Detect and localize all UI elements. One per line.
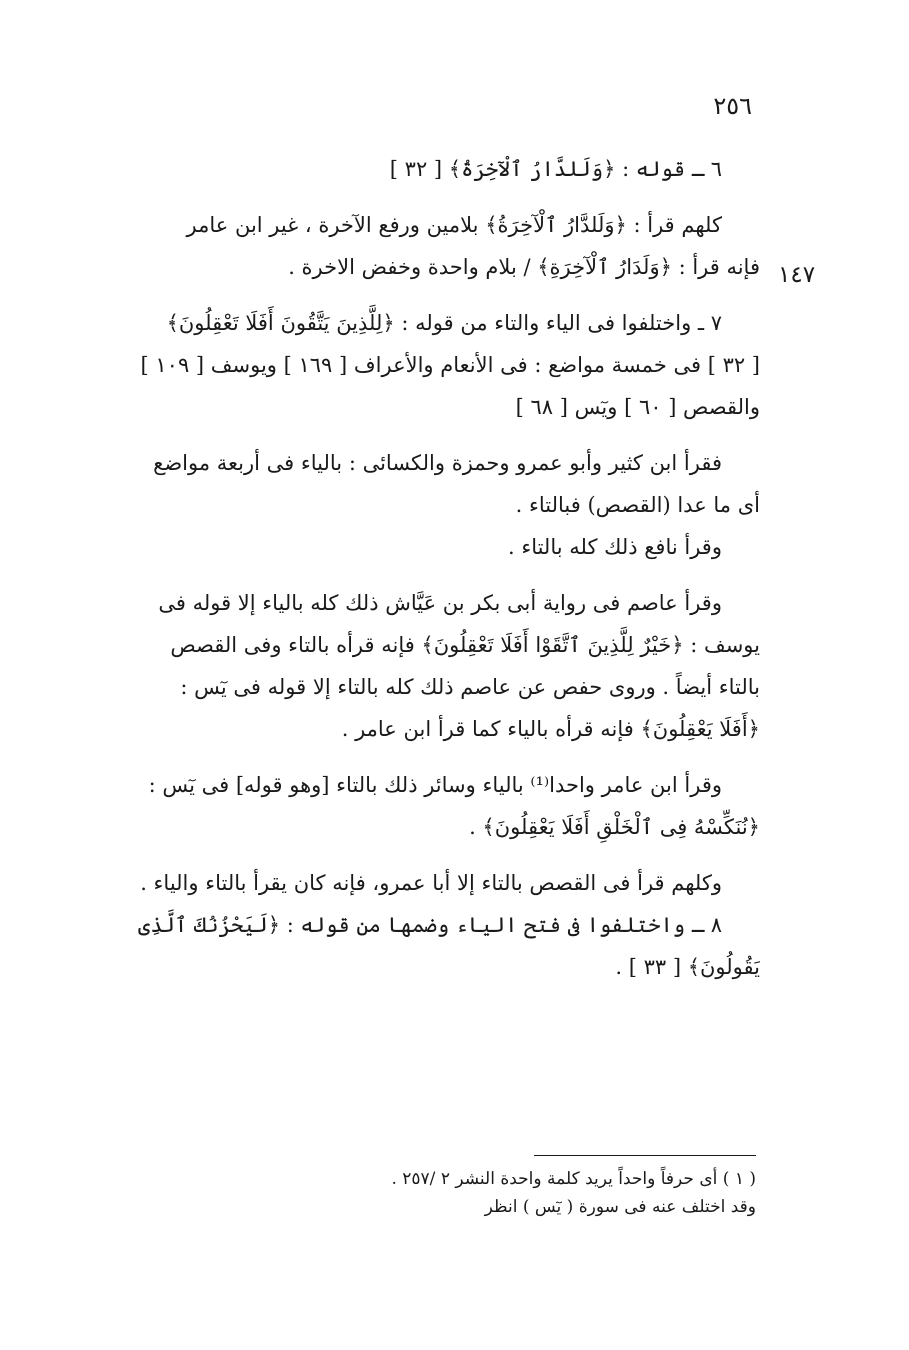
text-line: [ ٣٢ ] فى خمسة مواضع : فى الأنعام والأعراف [ ١٦٩ ] ويوسف [ ١٠٩ ]: [140, 353, 760, 377]
margin-number: ١٤٧: [778, 262, 816, 288]
text-line: يَقُولُونَ﴾ [ ٣٣ ] .: [615, 955, 760, 979]
text-line: ﴿نُنَكِّسْهُ فِى ٱلْخَلْقِ أَفَلَا يَعْقِلُونَ﴾ .: [469, 815, 760, 839]
text-line: ٧ ـ واختلفوا فى الياء والتاء من قوله : ﴿لِلَّذِينَ يَتَّقُونَ أَفَلَا تَعْقِلُونَ﴾: [166, 311, 722, 335]
page-number: ٢٥٦: [713, 92, 752, 120]
text-line: أى ما عدا (القصص) فبالتاء .: [515, 493, 760, 517]
footnote-line: ( ١ ) أى حرفاً واحداً يريد كلمة واحدة النشر ٢ /٢٥٧ .: [391, 1169, 756, 1189]
text-line: ٨ ـ واختلفوا فى فتح الياء وضمها من قوله : ﴿لَيَحْزُنُكَ ٱلَّذِى: [138, 913, 722, 937]
body-text: [100, 148, 760, 988]
text-line: يوسف : ﴿خَيْرٌ لِلَّذِينَ ٱتَّقَوْا أَفَلَا تَعْقِلُونَ﴾ فإنه قرأه بالتاء وفى القصص: [170, 633, 760, 657]
footnote-divider: [534, 1155, 756, 1156]
text-line: والقصص [ ٦٠ ] ويٓس [ ٦٨ ]: [515, 395, 760, 419]
text-line: ﴿أَفَلَا يَعْقِلُونَ﴾ فإنه قرأه بالياء كما قرأ ابن عامر .: [341, 717, 760, 741]
text-line: وكلهم قرأ فى القصص بالتاء إلا أبا عمرو، فإنه كان يقرأ بالتاء والياء .: [140, 871, 722, 895]
text-line: ٦ ـ قوله : ﴿وَلَلدَّارُ ٱلْآخِرَةُ﴾ [ ٣٢ ]: [389, 157, 722, 181]
text-line: بالتاء أيضاً . وروى حفص عن عاصم ذلك كله بالتاء إلا قوله فى يٓس :: [180, 675, 760, 699]
text-line: وقرأ عاصم فى رواية أبى بكر بن عَيَّاش ذلك كله بالياء إلا قوله فى: [158, 591, 722, 615]
text-line: وقرأ نافع ذلك كله بالتاء .: [507, 535, 722, 559]
text-line: وقرأ ابن عامر واحدا⁽¹⁾ بالياء وسائر ذلك بالتاء [وهو قوله] فى يٓس :: [148, 773, 722, 797]
footnote-line: وقد اختلف عنه فى سورة ( يٓس ) انظر: [484, 1197, 756, 1217]
text-line: فقرأ ابن كثير وأبو عمرو وحمزة والكسائى : بالياء فى أربعة مواضع: [153, 451, 722, 475]
footnotes: [280, 1165, 756, 1221]
text-line: فإنه قرأ : ﴿وَلَدَارُ ٱلْآخِرَةِ﴾ / بلام واحدة وخفض الاخرة .: [288, 255, 760, 279]
text-line: كلهم قرأ : ﴿وَلَلدَّارُ ٱلْآخِرَةُ﴾ بلامين ورفع الآخرة ، غير ابن عامر: [186, 213, 722, 237]
